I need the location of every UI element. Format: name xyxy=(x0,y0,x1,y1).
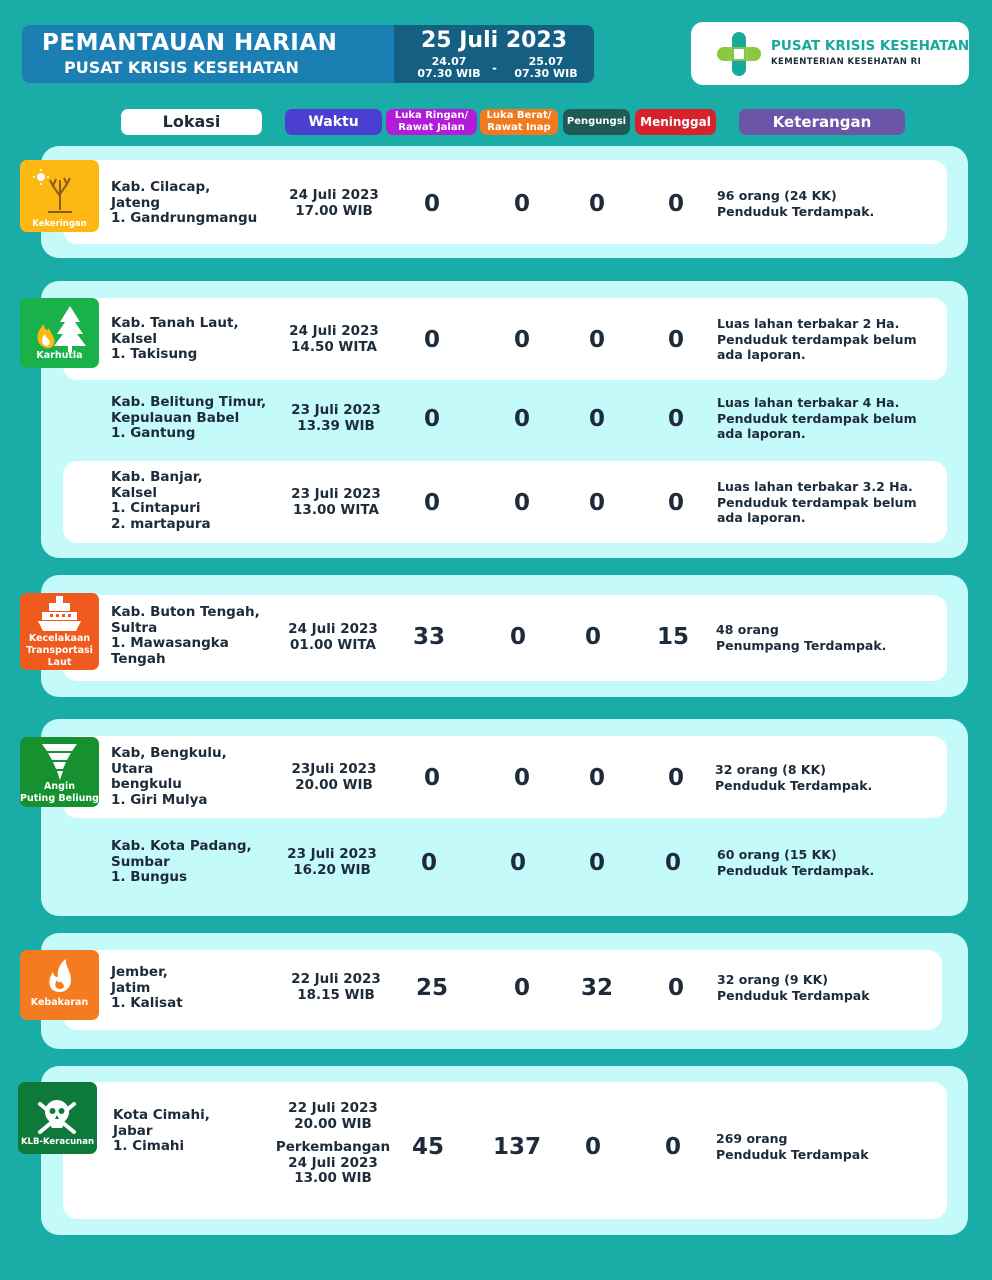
report-date-box xyxy=(394,25,594,83)
time-line: 01.00 WITA xyxy=(290,636,376,653)
note-line: 48 orang xyxy=(716,622,779,637)
note-line: 60 orang (15 KK) xyxy=(717,847,837,862)
row-location xyxy=(111,180,257,227)
col-header-keterangan: Keterangan xyxy=(739,109,905,135)
time-line: 17.00 WIB xyxy=(295,202,373,219)
category-label: Karhutla xyxy=(36,350,83,361)
time-line: 13.00 WIB xyxy=(294,1170,372,1186)
col-header-meninggal: Meninggal xyxy=(635,109,716,135)
table-row xyxy=(63,822,947,904)
row-time xyxy=(281,403,391,434)
category-label-line: Kecelakaan xyxy=(28,633,91,644)
table-row xyxy=(63,298,947,380)
luka-berat-value: 0 xyxy=(513,975,530,1001)
location-line: 1. Giri Mulya xyxy=(111,791,208,808)
event-panel-keracunan xyxy=(41,1066,968,1235)
event-panel-kecelakaan xyxy=(41,575,968,697)
note-line: Penduduk Terdampak xyxy=(716,1146,869,1162)
meninggal-value: 0 xyxy=(664,1134,681,1160)
row-note xyxy=(717,972,870,1003)
note-line: Penduduk Terdampak. xyxy=(717,862,875,878)
luka-berat-value: 0 xyxy=(509,850,526,876)
event-panel-angin xyxy=(41,719,968,916)
location-line: 1. Mawasangka xyxy=(111,635,229,651)
row-time xyxy=(279,188,389,219)
location-line: Kalsel xyxy=(111,330,158,347)
luka-berat-value: 0 xyxy=(513,191,530,217)
luka-ringan-value: 25 xyxy=(415,975,448,1001)
logo-line2: KEMENTERIAN KESEHATAN RI xyxy=(771,57,922,67)
time-line: Perkembangan xyxy=(275,1139,391,1155)
col-header-luka-ringan xyxy=(386,109,477,135)
col-header-luka-ringan-l1: Luka Ringan/ xyxy=(394,110,469,121)
location-line: Jateng xyxy=(111,194,161,211)
luka-ringan-value: 0 xyxy=(423,191,440,217)
row-location xyxy=(111,746,227,808)
location-line: Jember, xyxy=(111,964,168,980)
luka-ringan-value: 0 xyxy=(423,765,440,791)
location-line: Kab. Cilacap, xyxy=(111,179,211,195)
location-line: Jabar xyxy=(113,1122,153,1139)
note-line: 269 orang xyxy=(716,1131,788,1146)
note-line: 96 orang (24 KK) xyxy=(717,188,837,203)
pengungsi-value: 0 xyxy=(588,765,605,791)
category-label: Kekeringan xyxy=(32,219,87,229)
note-line: Penduduk Terdampak xyxy=(717,987,870,1003)
table-row xyxy=(63,950,942,1030)
health-cross-icon xyxy=(715,30,763,78)
time-line: 13.00 WITA xyxy=(293,501,379,518)
note-line: Penduduk terdampak belum xyxy=(717,494,917,510)
time-line: 22 Juli 2023 xyxy=(291,971,381,987)
note-line: Penumpang Terdampak. xyxy=(716,637,887,653)
row-time xyxy=(281,487,391,518)
time-line: 24 Juli 2023 xyxy=(288,1154,378,1171)
flame-icon xyxy=(20,950,99,1020)
col-header-luka-ringan-l2: Rawat Jalan xyxy=(398,122,465,133)
range-from-time: 07.30 WIB xyxy=(417,67,481,80)
category-label xyxy=(20,633,99,669)
note-line: Penduduk terdampak belum xyxy=(717,410,917,426)
category-label-line: Angin xyxy=(44,781,75,792)
range-separator: - xyxy=(492,61,497,75)
col-header-lokasi: Lokasi xyxy=(121,109,262,135)
event-panel-kebakaran xyxy=(41,933,968,1049)
page-title: PEMANTAUAN HARIAN xyxy=(42,30,338,56)
table-row xyxy=(63,160,947,244)
location-line: Kab. Banjar, xyxy=(111,469,203,485)
row-time xyxy=(279,762,389,793)
range-to-date: 25.07 xyxy=(528,55,564,68)
luka-ringan-value: 0 xyxy=(423,327,440,353)
luka-ringan-value: 0 xyxy=(423,406,440,432)
note-line: ada laporan. xyxy=(717,347,806,362)
luka-berat-value: 0 xyxy=(513,490,530,516)
note-line: 32 orang (9 KK) xyxy=(717,972,828,987)
row-location xyxy=(111,316,239,363)
note-line: Penduduk Terdampak. xyxy=(715,777,873,793)
note-line: ada laporan. xyxy=(717,426,806,441)
location-line: Jatim xyxy=(111,979,151,996)
location-line: Kepulauan Babel xyxy=(111,409,240,426)
report-date: 25 Juli 2023 xyxy=(420,28,568,53)
time-line: 14.50 WITA xyxy=(291,338,377,355)
range-to-time: 07.30 WIB xyxy=(514,67,578,80)
meninggal-value: 0 xyxy=(667,975,684,1001)
note-line: Luas lahan terbakar 2 Ha. xyxy=(717,316,900,331)
range-from xyxy=(414,56,484,80)
location-line: Kab. Kota Padang, xyxy=(111,838,252,854)
row-note xyxy=(717,847,874,878)
meninggal-value: 0 xyxy=(667,406,684,432)
row-time xyxy=(270,1101,396,1187)
luka-berat-value: 0 xyxy=(513,327,530,353)
location-line: Kab. Belitung Timur, xyxy=(111,394,267,410)
row-time xyxy=(278,622,388,653)
time-line: 22 Juli 2023 xyxy=(288,1100,378,1116)
location-line: bengkulu xyxy=(111,776,182,792)
location-line: 1. Takisung xyxy=(111,346,198,362)
category-badge-kekeringan xyxy=(20,160,99,232)
row-note xyxy=(717,316,917,363)
row-time xyxy=(281,972,391,1003)
col-header-pengungsi: Pengungsi xyxy=(563,109,630,135)
time-line: 20.00 WIB xyxy=(294,1115,372,1132)
range-from-date: 24.07 xyxy=(431,55,467,68)
time-line: 24 Juli 2023 xyxy=(288,621,378,637)
location-line: 2. martapura xyxy=(111,515,211,532)
note-line: Penduduk terdampak belum xyxy=(717,331,917,347)
time-line: 24 Juli 2023 xyxy=(289,187,379,203)
category-badge-kebakaran xyxy=(20,950,99,1020)
pengungsi-value: 0 xyxy=(588,490,605,516)
table-row xyxy=(63,381,947,459)
note-line: ada laporan. xyxy=(717,510,806,525)
pengungsi-value: 0 xyxy=(588,191,605,217)
location-line: 1. Cintapuri xyxy=(111,500,201,516)
ministry-logo xyxy=(691,22,969,85)
location-line: 1. Bungus xyxy=(111,869,188,885)
time-line: 23 Juli 2023 xyxy=(291,402,381,418)
row-note xyxy=(716,1131,869,1162)
location-line: Utara xyxy=(111,760,154,777)
category-badge-keracunan xyxy=(18,1082,97,1154)
time-line: 23 Juli 2023 xyxy=(291,486,381,502)
row-location xyxy=(113,1108,210,1155)
pengungsi-value: 0 xyxy=(588,406,605,432)
category-label: Kebakaran xyxy=(30,997,89,1008)
pengungsi-value: 0 xyxy=(588,850,605,876)
row-location xyxy=(111,605,260,667)
category-badge-karhutla xyxy=(20,298,99,368)
luka-ringan-value: 0 xyxy=(420,850,437,876)
location-line: Kota Cimahi, xyxy=(113,1107,210,1123)
location-line: 1. Gantung xyxy=(111,425,196,441)
row-note xyxy=(717,395,917,442)
luka-berat-value: 0 xyxy=(513,406,530,432)
luka-berat-value: 0 xyxy=(513,765,530,791)
table-row xyxy=(63,736,947,818)
location-line: Sumbar xyxy=(111,853,170,870)
meninggal-value: 15 xyxy=(656,624,689,650)
table-row xyxy=(63,461,947,543)
row-time xyxy=(277,847,387,878)
time-line: 23Juli 2023 xyxy=(291,761,377,777)
category-badge-angin xyxy=(20,737,99,807)
time-line: 23 Juli 2023 xyxy=(287,846,377,862)
col-header-luka-berat-l2: Rawat Inap xyxy=(487,122,551,133)
time-line: 24 Juli 2023 xyxy=(289,323,379,339)
note-line: Luas lahan terbakar 4 Ha. xyxy=(717,395,900,410)
time-line: 18.15 WIB xyxy=(297,986,375,1003)
row-note xyxy=(717,188,874,219)
category-label xyxy=(20,781,99,805)
meninggal-value: 0 xyxy=(667,490,684,516)
luka-berat-value: 137 xyxy=(492,1134,541,1160)
pengungsi-value: 0 xyxy=(584,624,601,650)
meninggal-value: 0 xyxy=(664,850,681,876)
event-panel-karhutla xyxy=(41,281,968,558)
row-note xyxy=(717,479,917,526)
header-banner xyxy=(22,25,594,83)
col-header-luka-berat xyxy=(480,109,558,135)
row-note xyxy=(716,622,886,653)
location-line: Kab. Buton Tengah, xyxy=(111,604,260,620)
luka-ringan-value: 0 xyxy=(423,490,440,516)
pengungsi-value: 32 xyxy=(580,975,613,1001)
meninggal-value: 0 xyxy=(667,765,684,791)
row-location xyxy=(111,839,252,886)
location-line: 1. Cimahi xyxy=(113,1138,185,1154)
logo-line1: PUSAT KRISIS KESEHATAN xyxy=(771,38,970,54)
page-subtitle: PUSAT KRISIS KESEHATAN xyxy=(64,58,299,77)
time-line: 13.39 WIB xyxy=(297,417,375,434)
row-note xyxy=(715,762,872,793)
row-location xyxy=(111,965,183,1012)
location-line: Tengah xyxy=(111,650,166,667)
category-label: KLB-Keracunan xyxy=(20,1137,95,1147)
luka-ringan-value: 33 xyxy=(412,624,445,650)
row-time xyxy=(279,324,389,355)
row-location xyxy=(111,395,266,442)
category-label-line: Laut xyxy=(47,657,72,668)
note-line: Penduduk Terdampak. xyxy=(717,203,875,219)
meninggal-value: 0 xyxy=(667,327,684,353)
luka-ringan-value: 45 xyxy=(411,1134,444,1160)
event-panel-kekeringan xyxy=(41,146,968,258)
location-line: Kab. Tanah Laut, xyxy=(111,315,239,331)
pengungsi-value: 0 xyxy=(584,1134,601,1160)
category-label-line: Puting Beliung xyxy=(20,793,99,804)
meninggal-value: 0 xyxy=(667,191,684,217)
category-label-line: Transportasi xyxy=(26,645,93,656)
table-row xyxy=(63,595,947,681)
row-location xyxy=(111,470,211,532)
location-line: 1. Gandrungmangu xyxy=(111,210,258,226)
category-badge-kecelakaan xyxy=(20,593,99,670)
col-header-luka-berat-l1: Luka Berat/ xyxy=(486,110,552,121)
range-to xyxy=(506,56,586,80)
location-line: Sultra xyxy=(111,619,158,636)
time-line: 20.00 WIB xyxy=(295,776,373,793)
note-line: Luas lahan terbakar 3.2 Ha. xyxy=(717,479,913,494)
location-line: 1. Kalisat xyxy=(111,995,183,1011)
luka-berat-value: 0 xyxy=(509,624,526,650)
col-header-waktu: Waktu xyxy=(285,109,382,135)
location-line: Kalsel xyxy=(111,484,158,501)
time-line: 16.20 WIB xyxy=(293,861,371,878)
pengungsi-value: 0 xyxy=(588,327,605,353)
location-line: Kab, Bengkulu, xyxy=(111,745,227,761)
table-row xyxy=(63,1082,947,1219)
note-line: 32 orang (8 KK) xyxy=(715,762,826,777)
